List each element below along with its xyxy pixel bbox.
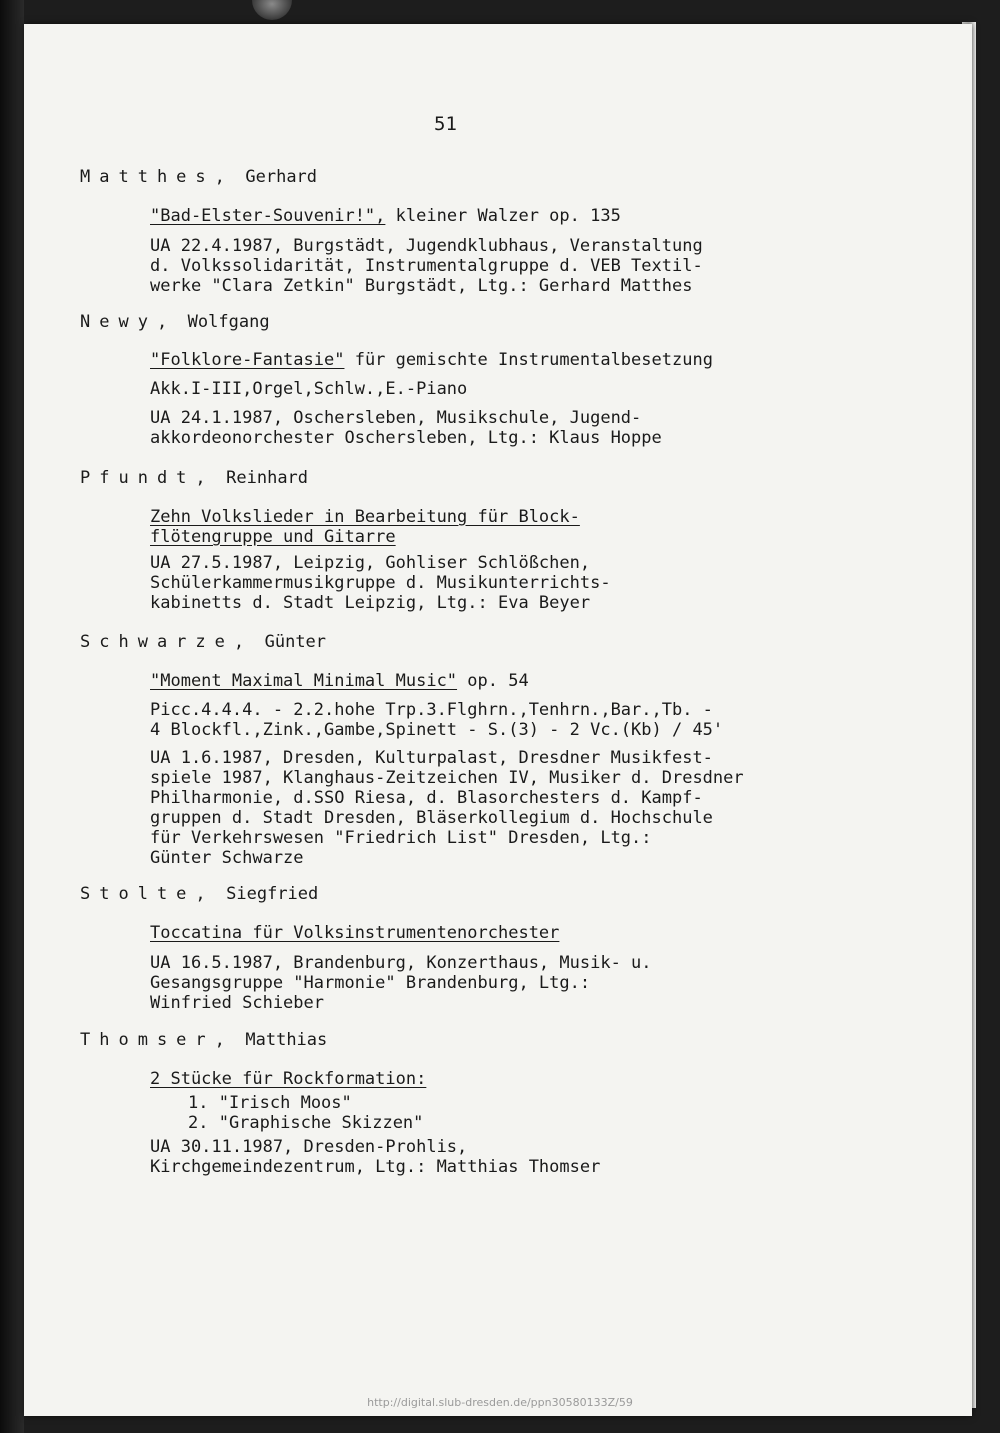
premiere-line: gruppen d. Stadt Dresden, Bläserkollegium d. Hochschule bbox=[150, 808, 713, 828]
premiere-line: Philharmonie, d.SSO Riesa, d. Blasorchesters d. Kampf- bbox=[150, 788, 703, 808]
composer-firstname: Siegfried bbox=[226, 884, 319, 904]
premiere-line: Günter Schwarze bbox=[150, 848, 304, 868]
composer-heading: Thomser, Matthias bbox=[80, 1030, 328, 1050]
work-subtitle: op. 54 bbox=[457, 671, 529, 691]
work-entry bbox=[150, 507, 870, 613]
premiere-line: akkordeonorchester Oschersleben, Ltg.: Klaus Hoppe bbox=[150, 428, 662, 448]
premiere-line: spiele 1987, Klanghaus-Zeitzeichen IV, Musiker d. Dresdner bbox=[150, 768, 744, 788]
document-page bbox=[24, 24, 972, 1416]
composer-firstname: Reinhard bbox=[226, 468, 309, 488]
premiere-line: UA 16.5.1987, Brandenburg, Konzerthaus, Musik- u. bbox=[150, 953, 652, 973]
composer-surname: Matthes bbox=[80, 167, 215, 187]
work-subtitle: kleiner Walzer op. 135 bbox=[385, 206, 621, 226]
work-subtitle: für gemischte Instrumentalbesetzung bbox=[344, 350, 713, 370]
work-title: "Moment Maximal Minimal Music" bbox=[150, 671, 458, 691]
composer-heading: Matthes, Gerhard bbox=[80, 167, 318, 187]
composer-heading: Schwarze, Günter bbox=[80, 632, 327, 652]
composer-firstname: Wolfgang bbox=[187, 312, 270, 332]
work-title: Zehn Volkslieder in Bearbeitung für Block- bbox=[150, 507, 580, 527]
scanner-bezel bbox=[0, 0, 24, 1433]
page-content bbox=[24, 24, 972, 1416]
composer-surname: Stolte bbox=[80, 884, 196, 904]
composer-surname: Schwarze bbox=[80, 632, 234, 652]
work-title: Toccatina für Volksinstrumentenorchester bbox=[150, 923, 560, 943]
instrumentation: Akk.I-III,Orgel,Schlw.,E.-Piano bbox=[150, 379, 468, 399]
premiere-line: d. Volkssolidarität, Instrumentalgruppe d. VEB Textil- bbox=[150, 256, 703, 276]
composer-firstname: Matthias bbox=[245, 1030, 328, 1050]
work-entry bbox=[150, 350, 870, 448]
page-number: 51 bbox=[434, 113, 457, 135]
premiere-line: UA 1.6.1987, Dresden, Kulturpalast, Dresdner Musikfest- bbox=[150, 748, 713, 768]
composer-firstname: Günter bbox=[264, 632, 327, 652]
premiere-line: UA 22.4.1987, Burgstädt, Jugendklubhaus, Veranstaltung bbox=[150, 236, 703, 256]
premiere-line: UA 30.11.1987, Dresden-Prohlis, bbox=[150, 1137, 468, 1157]
work-title: "Folklore-Fantasie" bbox=[150, 350, 345, 370]
composer-heading: Stolte, Siegfried bbox=[80, 884, 319, 904]
premiere-line: für Verkehrswesen "Friedrich List" Dresden, Ltg.: bbox=[150, 828, 652, 848]
work-title: 2 Stücke für Rockformation: bbox=[150, 1069, 427, 1089]
work-title: "Bad-Elster-Souvenir!", bbox=[150, 206, 386, 226]
composer-heading: Newy, Wolfgang bbox=[80, 312, 270, 332]
composer-firstname: Gerhard bbox=[245, 167, 318, 187]
premiere-line: Kirchgemeindezentrum, Ltg.: Matthias Thomser bbox=[150, 1157, 601, 1177]
composer-heading: Pfundt, Reinhard bbox=[80, 468, 309, 488]
premiere-line: Schülerkammermusikgruppe d. Musikunterrichts- bbox=[150, 573, 611, 593]
work-entry bbox=[150, 1069, 870, 1177]
composer-surname: Thomser bbox=[80, 1030, 215, 1050]
source-url-watermark: http://digital.slub-dresden.de/ppn30580133Z/59 bbox=[367, 1396, 633, 1409]
book-clip bbox=[252, 0, 292, 20]
composer-surname: Pfundt bbox=[80, 468, 196, 488]
work-title: flötengruppe und Gitarre bbox=[150, 527, 396, 547]
work-entry bbox=[150, 206, 870, 296]
premiere-line: Winfried Schieber bbox=[150, 993, 324, 1013]
instrumentation: 4 Blockfl.,Zink.,Gambe,Spinett - S.(3) - 2 Vc.(Kb) / 45' bbox=[150, 720, 724, 740]
work-entry bbox=[150, 923, 870, 1013]
work-entry bbox=[150, 671, 870, 868]
instrumentation: Picc.4.4.4. - 2.2.hohe Trp.3.Flghrn.,Tenhrn.,Bar.,Tb. - bbox=[150, 700, 713, 720]
list-item: 2. "Graphische Skizzen" bbox=[188, 1113, 424, 1133]
list-item: 1. "Irisch Moos" bbox=[188, 1093, 352, 1113]
premiere-line: UA 27.5.1987, Leipzig, Gohliser Schlößchen, bbox=[150, 553, 591, 573]
premiere-line: UA 24.1.1987, Oschersleben, Musikschule, Jugend- bbox=[150, 408, 642, 428]
premiere-line: Gesangsgruppe "Harmonie" Brandenburg, Ltg.: bbox=[150, 973, 591, 993]
premiere-line: kabinetts d. Stadt Leipzig, Ltg.: Eva Beyer bbox=[150, 593, 591, 613]
composer-surname: Newy bbox=[80, 312, 157, 332]
premiere-line: werke "Clara Zetkin" Burgstädt, Ltg.: Gerhard Matthes bbox=[150, 276, 693, 296]
